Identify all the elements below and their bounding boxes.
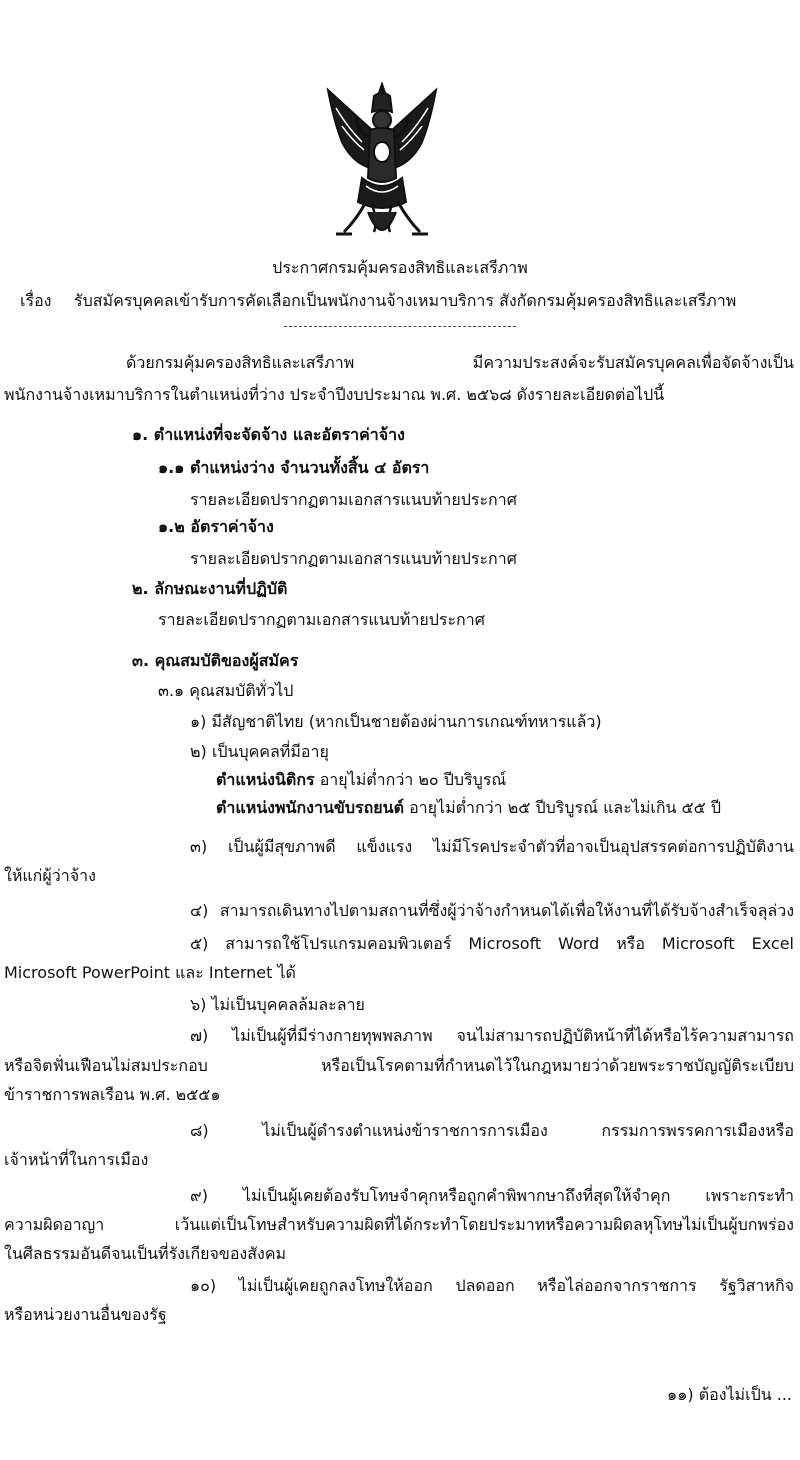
section-2-heading: ๒. ลักษณะงานที่ปฏิบัติ (132, 579, 288, 598)
section-3-heading: ๓. คุณสมบัติของผู้สมัคร (132, 651, 299, 670)
qualification-item-7-line-1: ๗) ไม่เป็นผู้ที่มีร่างกายทุพพลภาพ จนไม่สามารถปฏิบัติหน้าที่ได้หรือไร้ความสามารถ (190, 1026, 794, 1045)
section-3-1-heading: ๓.๑ คุณสมบัติทั่วไป (158, 681, 294, 700)
qualification-item-6: ๖) ไม่เป็นบุคคลล้มละลาย (190, 995, 365, 1014)
qualification-item-3-line-1: ๓) เป็นผู้มีสุขภาพดี แข็งแรง ไม่มีโรคประจำตัวที่อาจเป็นอุปสรรคต่อการปฏิบัติงาน (190, 837, 794, 856)
qualification-item-7-line-2: หรือจิตฟั่นเฟือนไม่สมประกอบ หรือเป็นโรคตามที่กำหนดไว้ในกฎหมายว่าด้วยพระราชบัญญัติระเบียบ (4, 1056, 794, 1075)
section-1-1-text: รายละเอียดปรากฏตามเอกสารแนบท้ายประกาศ (190, 490, 517, 509)
title-separator (284, 326, 516, 327)
qualification-item-2: ๒) เป็นบุคคลที่มีอายุ (190, 742, 329, 761)
qualification-item-4: ๔) สามารถเดินทางไปตามสถานที่ซึ่งผู้ว่าจ้างกำหนดได้เพื่อให้งานที่ได้รับจ้างสำเร็จลุล่วง (190, 901, 794, 920)
qualification-item-5-line-1: ๕) สามารถใช้โปรแกรมคอมพิวเตอร์ Microsoft Word หรือ Microsoft Excel (190, 934, 794, 953)
qualification-item-7-line-3: ข้าราชการพลเรือน พ.ศ. ๒๕๕๑ (4, 1085, 221, 1104)
qualification-item-5-line-2: Microsoft PowerPoint และ Internet ได้ (4, 963, 296, 982)
qualification-item-9-line-3: ในศีลธรรมอันดีจนเป็นที่รังเกียจของสังคม (4, 1244, 287, 1263)
position-driver-age: อายุไม่ต่ำกว่า ๒๕ ปีบริบูรณ์ และไม่เกิน ๕๕ ปี (409, 798, 722, 817)
qualification-item-2-a (216, 769, 506, 791)
section-1-heading: ๑. ตำแหน่งที่จะจัดจ้าง และอัตราค่าจ้าง (132, 425, 405, 444)
subject-label: เรื่อง (20, 291, 52, 310)
announcement-title: ประกาศกรมคุ้มครองสิทธิและเสรีภาพ (272, 258, 528, 277)
position-lawyer-label: ตำแหน่งนิติกร (216, 770, 315, 789)
qualification-item-9-line-1: ๙) ไม่เป็นผู้เคยต้องรับโทษจำคุกหรือถูกคำพิพากษาถึงที่สุดให้จำคุก เพราะกระทำ (190, 1186, 794, 1205)
qualification-item-8-line-1: ๘) ไม่เป็นผู้ดำรงตำแหน่งข้าราชการการเมือง กรรมการพรรคการเมืองหรือ (190, 1121, 794, 1140)
qualification-item-1: ๑) มีสัญชาติไทย (หากเป็นชายต้องผ่านการเกณฑ์ทหารแล้ว) (190, 712, 602, 731)
subject-text: รับสมัครบุคคลเข้ารับการคัดเลือกเป็นพนักงานจ้างเหมาบริการ สังกัดกรมคุ้มครองสิทธิและเสรีภาพ (74, 291, 737, 310)
qualification-item-9-line-2: ความผิดอาญา เว้นแต่เป็นโทษสำหรับความผิดที่ได้กระทำโดยประมาทหรือความผิดลหุโทษไม่เป็นผู้บกพร่อง (4, 1215, 794, 1234)
garuda-emblem-icon (322, 82, 442, 250)
intro-line-2: พนักงานจ้างเหมาบริการในตำแหน่งที่ว่าง ประจำปีงบประมาณ พ.ศ. ๒๕๖๘ ดังรายละเอียดต่อไปนี้ (4, 385, 665, 404)
position-lawyer-age: อายุไม่ต่ำกว่า ๒๐ ปีบริบูรณ์ (319, 770, 507, 789)
section-1-2-text: รายละเอียดปรากฏตามเอกสารแนบท้ายประกาศ (190, 549, 517, 568)
page-continuation: ๑๑) ต้องไม่เป็น ... (667, 1385, 792, 1404)
qualification-item-8-line-2: เจ้าหน้าที่ในการเมือง (4, 1150, 149, 1169)
section-1-2-heading: ๑.๒ อัตราค่าจ้าง (158, 517, 274, 536)
qualification-item-10-line-1: ๑๐) ไม่เป็นผู้เคยถูกลงโทษให้ออก ปลดออก หรือไล่ออกจากราชการ รัฐวิสาหกิจ (190, 1276, 794, 1295)
qualification-item-2-b (216, 797, 721, 819)
qualification-item-3-line-2: ให้แก่ผู้ว่าจ้าง (4, 866, 96, 885)
qualification-item-10-line-2: หรือหน่วยงานอื่นของรัฐ (4, 1305, 167, 1324)
section-1-1-heading: ๑.๑ ตำแหน่งว่าง จำนวนทั้งสิ้น ๔ อัตรา (158, 458, 430, 477)
intro-line-1: ด้วยกรมคุ้มครองสิทธิและเสรีภาพ มีความประสงค์จะรับสมัครบุคคลเพื่อจัดจ้างเป็น (126, 353, 794, 372)
section-2-text: รายละเอียดปรากฏตามเอกสารแนบท้ายประกาศ (158, 610, 485, 629)
position-driver-label: ตำแหน่งพนักงานขับรถยนต์ (216, 798, 404, 817)
